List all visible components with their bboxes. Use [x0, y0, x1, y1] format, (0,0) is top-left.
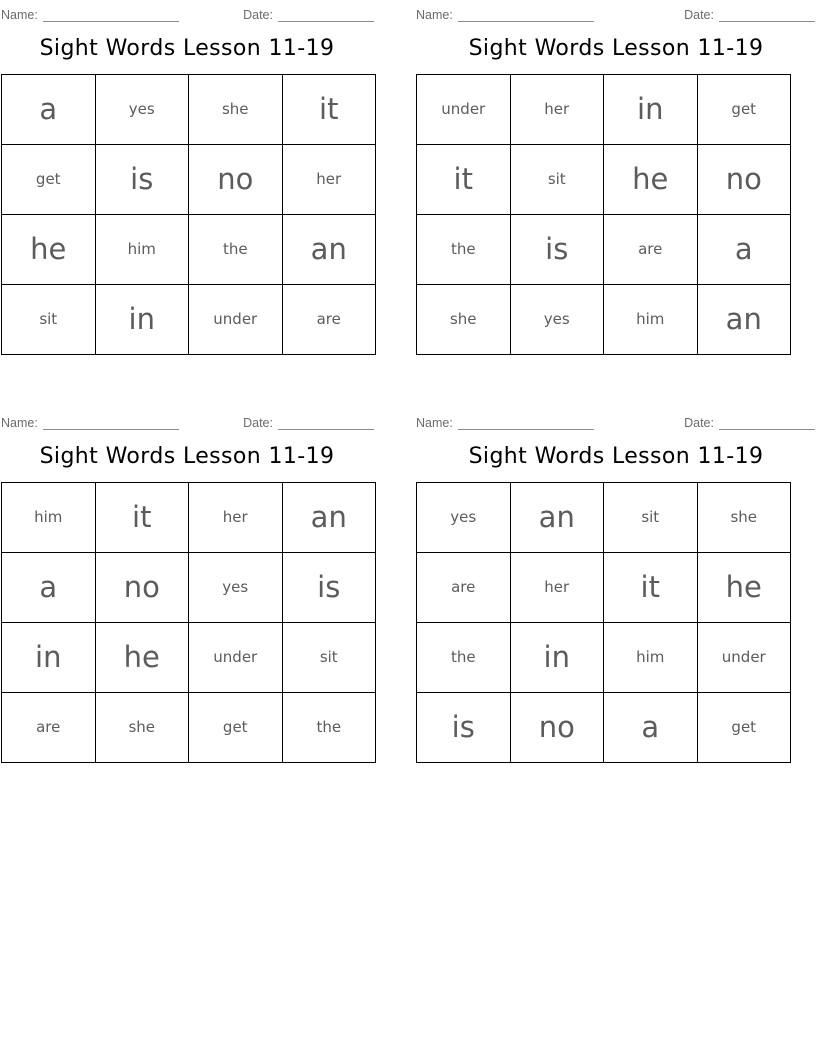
worksheet-card	[0, 408, 410, 816]
sight-word-text: him	[34, 508, 63, 526]
sight-word-cell[interactable]	[698, 145, 792, 215]
sight-word-text: in	[35, 640, 62, 674]
sight-word-cell[interactable]	[189, 75, 283, 145]
date-label: Date:	[243, 416, 273, 430]
sight-word-cell[interactable]	[283, 75, 377, 145]
sight-word-text: under	[441, 100, 486, 118]
sight-word-text: the	[450, 240, 476, 258]
sight-word-cell[interactable]	[283, 285, 377, 355]
sight-word-text: a	[39, 570, 58, 604]
name-label: Name:	[1, 416, 38, 430]
sight-word-cell[interactable]	[96, 145, 190, 215]
sight-word-text: yes	[222, 578, 249, 596]
sight-word-cell[interactable]	[511, 145, 605, 215]
sight-word-cell[interactable]	[604, 553, 698, 623]
sight-word-text: he	[123, 640, 160, 674]
sight-word-text: are	[638, 240, 663, 258]
worksheet-title: Sight Words Lesson 11-19	[39, 36, 335, 61]
sight-word-text: no	[123, 570, 160, 604]
sight-word-grid	[416, 74, 791, 355]
sight-word-text: under	[213, 648, 258, 666]
sight-word-text: sit	[39, 310, 58, 328]
sight-word-text: the	[316, 718, 342, 736]
sight-word-cell[interactable]	[604, 693, 698, 763]
sight-word-cell[interactable]	[189, 623, 283, 693]
sight-word-cell[interactable]	[698, 75, 792, 145]
sight-word-text: is	[451, 710, 475, 744]
sight-word-cell[interactable]	[511, 285, 605, 355]
name-input-line[interactable]	[43, 10, 179, 22]
sight-word-text: she	[128, 718, 156, 736]
sight-word-cell[interactable]	[511, 75, 605, 145]
sight-word-text: it	[640, 570, 660, 604]
name-label: Name:	[416, 416, 453, 430]
name-input-line[interactable]	[458, 418, 594, 430]
sight-word-text: is	[317, 570, 341, 604]
sight-word-cell[interactable]	[417, 623, 511, 693]
sight-word-cell[interactable]	[698, 483, 792, 553]
sight-word-text: get	[731, 718, 757, 736]
sight-word-grid	[416, 482, 791, 763]
sight-word-text: yes	[543, 310, 570, 328]
sight-word-text: no	[538, 710, 575, 744]
date-label: Date:	[684, 416, 714, 430]
sight-word-cell[interactable]	[283, 693, 377, 763]
sight-word-text: are	[316, 310, 341, 328]
sight-word-cell[interactable]	[511, 553, 605, 623]
sight-word-cell[interactable]	[604, 75, 698, 145]
sight-word-cell[interactable]	[417, 145, 511, 215]
sight-word-text: under	[721, 648, 766, 666]
date-label: Date:	[684, 8, 714, 22]
sight-word-cell[interactable]	[96, 693, 190, 763]
worksheet-title: Sight Words Lesson 11-19	[468, 444, 764, 469]
sight-word-cell[interactable]	[417, 285, 511, 355]
sight-word-text: he	[632, 162, 669, 196]
sight-word-text: under	[213, 310, 258, 328]
sight-word-text: in	[543, 640, 570, 674]
name-date-row	[410, 408, 816, 430]
name-input-line[interactable]	[43, 418, 179, 430]
sight-word-cell[interactable]	[189, 215, 283, 285]
sight-word-cell[interactable]	[189, 483, 283, 553]
sight-word-grid	[1, 74, 376, 355]
sight-word-text: no	[725, 162, 762, 196]
sight-word-text: he	[725, 570, 762, 604]
sight-word-cell[interactable]	[417, 75, 511, 145]
worksheet-card	[410, 408, 816, 816]
sight-word-cell[interactable]	[189, 553, 283, 623]
sight-word-cell[interactable]	[189, 693, 283, 763]
sight-word-grid	[1, 482, 376, 763]
sight-word-cell[interactable]	[2, 483, 96, 553]
date-input-line[interactable]	[278, 418, 374, 430]
sight-word-cell[interactable]	[698, 285, 792, 355]
sight-word-cell[interactable]	[283, 553, 377, 623]
name-input-line[interactable]	[458, 10, 594, 22]
sight-word-cell[interactable]	[604, 215, 698, 285]
sight-word-text: get	[222, 718, 248, 736]
sight-word-text: are	[451, 578, 476, 596]
sight-word-cell[interactable]	[698, 623, 792, 693]
sight-word-cell[interactable]	[189, 145, 283, 215]
sight-word-cell[interactable]	[2, 623, 96, 693]
worksheet-title: Sight Words Lesson 11-19	[39, 444, 335, 469]
sight-word-text: an	[538, 500, 575, 534]
sight-word-cell[interactable]	[511, 623, 605, 693]
sight-word-cell[interactable]	[417, 693, 511, 763]
sight-word-cell[interactable]	[604, 145, 698, 215]
sight-word-text: a	[39, 92, 58, 126]
sight-word-cell[interactable]	[2, 145, 96, 215]
sight-word-text: yes	[128, 100, 155, 118]
worksheet-title: Sight Words Lesson 11-19	[468, 36, 764, 61]
sight-word-text: sit	[547, 170, 566, 188]
date-input-line[interactable]	[719, 418, 815, 430]
sight-word-text: her	[222, 508, 248, 526]
name-label: Name:	[1, 8, 38, 22]
sight-word-text: it	[132, 500, 152, 534]
sight-word-cell[interactable]	[2, 285, 96, 355]
sight-word-cell[interactable]	[96, 285, 190, 355]
sight-word-cell[interactable]	[417, 553, 511, 623]
sight-word-text: the	[450, 648, 476, 666]
sight-word-cell[interactable]	[283, 483, 377, 553]
sight-word-text: an	[310, 232, 347, 266]
sight-word-text: sit	[319, 648, 338, 666]
sight-word-cell[interactable]	[283, 145, 377, 215]
sight-word-text: is	[545, 232, 569, 266]
sight-word-text: him	[636, 310, 665, 328]
sight-word-cell[interactable]	[604, 285, 698, 355]
sight-word-cell[interactable]	[511, 215, 605, 285]
sight-word-cell[interactable]	[511, 693, 605, 763]
sight-word-text: her	[316, 170, 342, 188]
sight-word-cell[interactable]	[96, 75, 190, 145]
sight-word-text: an	[310, 500, 347, 534]
sight-word-cell[interactable]	[2, 693, 96, 763]
sight-word-text: it	[453, 162, 473, 196]
sight-word-cell[interactable]	[604, 483, 698, 553]
sight-word-cell[interactable]	[2, 215, 96, 285]
sight-word-cell[interactable]	[698, 553, 792, 623]
name-date-row	[410, 0, 816, 22]
sight-word-cell[interactable]	[283, 623, 377, 693]
sight-word-cell[interactable]	[2, 75, 96, 145]
sight-word-cell[interactable]	[96, 215, 190, 285]
sight-word-cell[interactable]	[189, 285, 283, 355]
sight-word-text: a	[734, 232, 753, 266]
name-label: Name:	[416, 8, 453, 22]
date-input-line[interactable]	[278, 10, 374, 22]
sight-word-text: are	[36, 718, 61, 736]
date-label: Date:	[243, 8, 273, 22]
sight-word-cell[interactable]	[2, 553, 96, 623]
sight-word-text: him	[127, 240, 156, 258]
sight-word-cell[interactable]	[698, 693, 792, 763]
sight-word-text: an	[725, 302, 762, 336]
sight-word-text: no	[217, 162, 254, 196]
sight-word-text: it	[319, 92, 339, 126]
sight-word-text: her	[544, 578, 570, 596]
sight-word-text: he	[30, 232, 67, 266]
sight-word-text: get	[731, 100, 757, 118]
worksheet-card	[410, 0, 816, 408]
date-input-line[interactable]	[719, 10, 815, 22]
sight-word-text: a	[641, 710, 660, 744]
sight-word-cell[interactable]	[96, 623, 190, 693]
sight-word-text: sit	[641, 508, 660, 526]
sight-word-text: get	[35, 170, 61, 188]
sight-word-text: in	[128, 302, 155, 336]
sight-word-text: she	[449, 310, 477, 328]
sight-word-text: yes	[450, 508, 477, 526]
sight-word-cell[interactable]	[511, 483, 605, 553]
sight-word-text: she	[221, 100, 249, 118]
sight-word-text: she	[730, 508, 758, 526]
name-date-row	[0, 408, 410, 430]
name-date-row	[0, 0, 410, 22]
sight-word-cell[interactable]	[283, 215, 377, 285]
sight-word-cell[interactable]	[96, 483, 190, 553]
sight-word-text: her	[544, 100, 570, 118]
sight-word-text: the	[222, 240, 248, 258]
sight-word-cell[interactable]	[417, 483, 511, 553]
sight-word-text: is	[130, 162, 154, 196]
sight-word-cell[interactable]	[417, 215, 511, 285]
sight-word-text: in	[637, 92, 664, 126]
sight-word-cell[interactable]	[698, 215, 792, 285]
sight-word-cell[interactable]	[96, 553, 190, 623]
sight-word-text: him	[636, 648, 665, 666]
sight-word-cell[interactable]	[604, 623, 698, 693]
worksheet-card	[0, 0, 410, 408]
